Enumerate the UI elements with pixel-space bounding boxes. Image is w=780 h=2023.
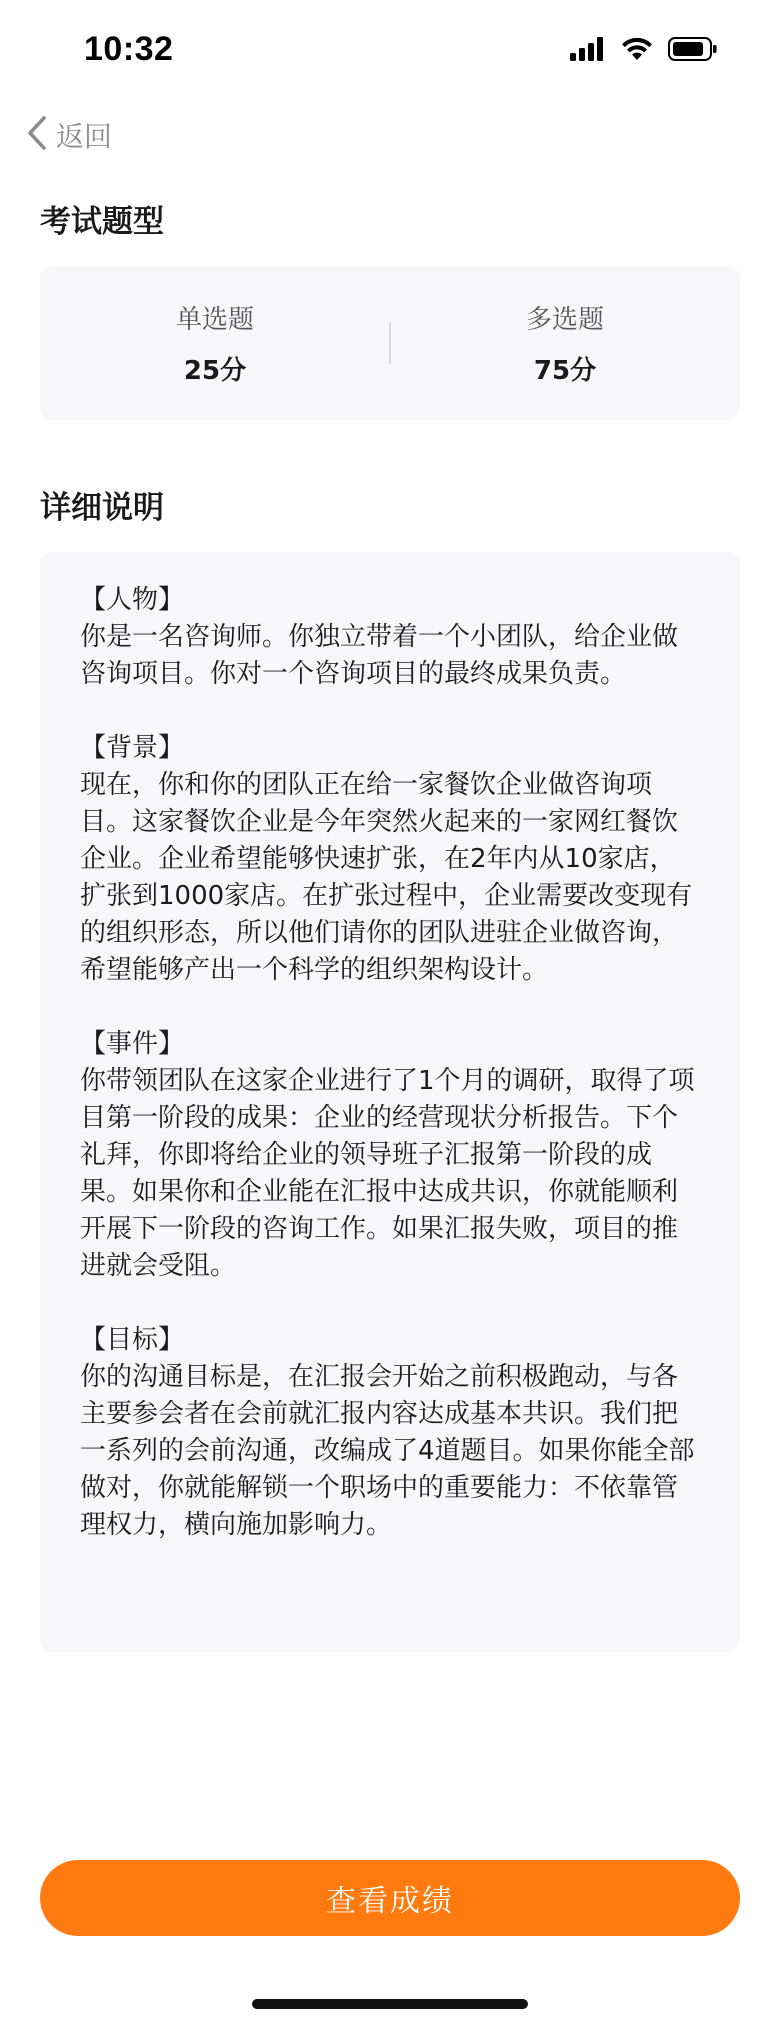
status-icons — [570, 36, 732, 66]
detail-heading: 【目标】 — [80, 1325, 185, 1355]
chevron-left-icon — [26, 115, 48, 155]
back-label: 返回 — [56, 120, 113, 153]
exam-type-label: 单选题 — [175, 305, 254, 335]
detail-heading: 【背景】 — [80, 733, 185, 763]
detail-body: 现在，你和你的团队正在给一家餐饮企业做咨询项目。这家餐饮企业是今年突然火起来的一家网红餐饮企业。企业希望能够快速扩张，在2年内从10家店，扩张到1000家店。在扩张过程中，企业需要改变现有的组织形态，所以他们请你的团队进驻企业做咨询，希望能够产出一个科学的组织架构设计。 — [80, 770, 693, 985]
detail-paragraph-background — [80, 730, 700, 989]
exam-type-label: 多选题 — [525, 305, 604, 335]
detail-paragraph-goal — [80, 1322, 700, 1544]
details-title: 详细说明 — [40, 490, 164, 526]
detail-body: 你的沟通目标是，在汇报会开始之前积极跑动，与各主要参会者在会前就汇报内容达成基本共识。我们把一系列的会前沟通，改编成了4道题目。如果你能全部做对，你就能解锁一个职场中的重要能力：不依靠管理权力，横向施加影响力。 — [80, 1362, 695, 1540]
status-bar — [0, 0, 780, 104]
status-time: 10:32 — [84, 30, 174, 68]
detail-paragraph-event — [80, 1026, 700, 1285]
view-score-label: 查看成绩 — [326, 1885, 454, 1918]
detail-body: 你是一名咨询师。你独立带着一个小团队，给企业做咨询项目。你对一个咨询项目的最终成果负责。 — [80, 622, 679, 689]
detail-body: 你带领团队在这家企业进行了1个月的调研，取得了项目第一阶段的成果：企业的经营现状分析报告。下个礼拜，你即将给企业的领导班子汇报第一阶段的成果。如果你和企业能在汇报中达成共识，你就能顺利开展下一阶段的咨询工作。如果汇报失败，项目的推进就会受阻。 — [80, 1066, 695, 1281]
detail-paragraph-character — [80, 582, 700, 693]
exam-type-multi-choice — [390, 266, 740, 420]
detail-heading: 【人物】 — [80, 585, 185, 615]
detail-heading: 【事件】 — [80, 1029, 185, 1059]
view-score-button[interactable] — [40, 1860, 740, 1936]
exam-types-card — [40, 266, 740, 420]
exam-type-score: 75分 — [533, 356, 597, 386]
wifi-icon — [620, 37, 654, 65]
back-button[interactable] — [26, 112, 112, 158]
battery-icon — [668, 37, 718, 65]
details-card — [40, 552, 740, 1652]
home-indicator — [252, 1999, 528, 2009]
exam-type-single-choice — [40, 266, 390, 420]
exam-type-score: 25分 — [183, 356, 247, 386]
signal-icon — [570, 37, 606, 65]
exam-types-title: 考试题型 — [40, 204, 164, 240]
